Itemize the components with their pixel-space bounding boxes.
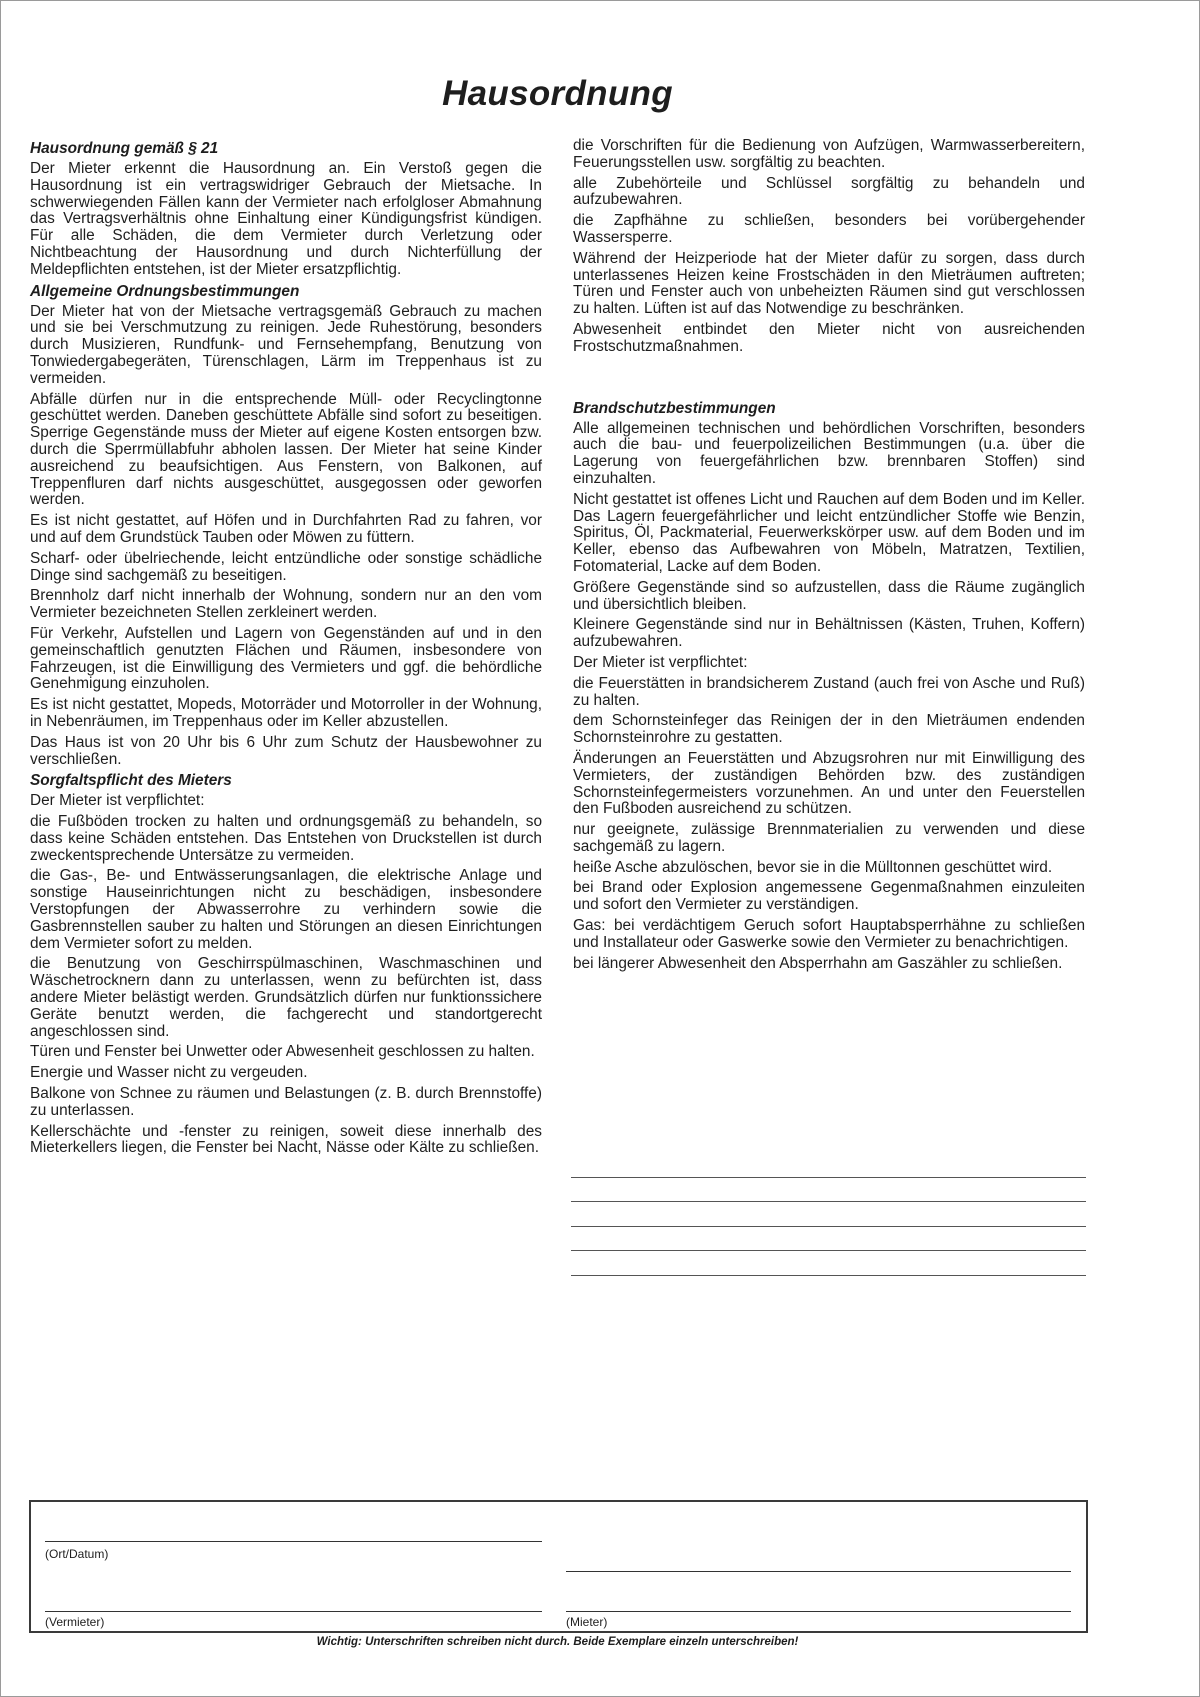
signature-box (29, 1500, 1088, 1633)
writing-line[interactable] (571, 1178, 1086, 1203)
paragraph: Kellerschächte und -fenster zu reinigen, soweit diese innerhalb des Mieterkellers liegen, die Fenster bei Nacht, Nässe oder Kälte zu schließen. (30, 1122, 542, 1157)
paragraph: Abfälle dürfen nur in die entsprechende Müll- oder Recyclingtonne geschüttet werden. Daneben geschüttete Abfälle sind sofort zu beseitigen. Sperrige Gegenstände muss der Mieter auf eigene Kosten entsorgen bzw. durch die Sperrmüllabfuhr abholen lassen. Der Mieter hat seine Kinder ausreichend zu beaufsichtigen. Aus Fenstern, von Balkonen, auf Treppenfluren darf nichts ausgeschüttet, ausgegossen oder geworfen werden. (30, 390, 542, 509)
section-heading-allgemeine-ordnungsbestimmungen: Allgemeine Ordnungsbestimmungen (30, 282, 300, 300)
mieter-signature-line[interactable] (566, 1611, 1071, 1612)
writing-line[interactable] (571, 1202, 1086, 1227)
footer-note: Wichtig: Unterschriften schreiben nicht durch. Beide Exemplare einzeln unterschreiben! (316, 1636, 799, 1648)
paragraph: die Fußböden trocken zu halten und ordnungsgemäß zu behandeln, so dass keine Schäden entstehen. Das Entstehen von Druckstellen ist durch zweckentsprechende Untersätze zu vermeiden. (30, 813, 542, 864)
writing-line[interactable] (571, 1227, 1086, 1252)
paragraph: die Benutzung von Geschirrspülmaschinen, Waschmaschinen und Wäschetrocknern dann zu unterlassen, wenn zu befürchten ist, dass andere Mieter belästigt werden. Grundsätzlich dürfen nur funktionssichere Geräte benutzt werden, die fachgerecht und standortgerecht angeschlossen sind. (30, 955, 542, 1040)
vermieter-signature-line[interactable] (45, 1611, 542, 1612)
paragraph: alle Zubehörteile und Schlüssel sorgfältig zu behandeln und aufzubewahren. (573, 174, 1085, 209)
right-column (573, 138, 1085, 976)
paragraph: Der Mieter ist verpflichtet: (30, 792, 205, 810)
paragraph: Das Haus ist von 20 Uhr bis 6 Uhr zum Schutz der Hausbewohner zu verschließen. (30, 733, 542, 768)
paragraph: die Feuerstätten in brandsicherem Zustand (auch frei von Asche und Ruß) zu halten. (573, 674, 1085, 709)
paragraph: Alle allgemeinen technischen und behördlichen Vorschriften, besonders auch die bau- und feuerpolizeilichen Bestimmungen (u.a. über die Lagerung von feuergefährlichen bzw. brennbaren Stoffen) sind einzuhalten. (573, 419, 1085, 487)
paragraph: heiße Asche abzulöschen, bevor sie in die Mülltonnen geschüttet wird. (573, 858, 1053, 876)
left-column (30, 138, 542, 1161)
ort-datum-label: (Ort/Datum) (45, 1547, 109, 1561)
paragraph: Scharf- oder übelriechende, leicht entzündliche oder sonstige schädliche Dinge sind sachgemäß zu beseitigen. (30, 549, 542, 584)
writing-line[interactable] (571, 1251, 1086, 1276)
paragraph: Nicht gestattet ist offenes Licht und Rauchen auf dem Boden und im Keller. Das Lagern feuergefährlicher und leicht entzündlicher Stoffe wie Benzin, Spiritus, Öl, Packmaterial, Feuerwerkskörper usw. auf dem Boden und im Keller, ebenso das Aufbewahren von Möbeln, Matratzen, Textilien, Fotomaterial, Lacke auf dem Boden. (573, 490, 1085, 575)
paragraph: Energie und Wasser nicht zu vergeuden. (30, 1064, 308, 1082)
paragraph: nur geeignete, zulässige Brennmaterialien zu verwenden und diese sachgemäß zu lagern. (573, 821, 1085, 855)
signature-line-upper-right[interactable] (566, 1571, 1071, 1572)
section-heading-sorgfaltspflicht: Sorgfaltspflicht des Mieters (30, 772, 232, 790)
paragraph: die Gas-, Be- und Entwässerungsanlagen, die elektrische Anlage und sonstige Hauseinrichtungen nicht zu beschädigen, insbesondere Verstopfungen der Abwasserrohre zu verhindern sowie die Gasbrennstellen sauber zu halten und Störungen an diesen Einrichtungen dem Vermieter sofort zu melden. (30, 867, 542, 952)
paragraph: dem Schornsteinfeger das Reinigen der in den Mieträumen endenden Schornsteinrohre zu gestatten. (573, 712, 1085, 747)
paragraph: Änderungen an Feuerstätten und Abzugsrohren nur mit Einwilligung des Vermieters, der zuständigen Behörden bzw. des zuständigen Schornsteinfegermeisters vorzunehmen. An und unter den Feuerstellen den Fußboden ausreichend zu schützen. (573, 749, 1085, 818)
paragraph: die Vorschriften für die Bedienung von Aufzügen, Warmwasserbereitern, Feuerungsstellen usw. sorgfältig zu beachten. (573, 137, 1085, 171)
section-spacer (573, 360, 1085, 398)
paragraph: Der Mieter erkennt die Hausordnung an. Ein Verstoß gegen die Hausordnung ist ein vertragswidriger Gebrauch der Mietsache. In schwerwiegenden Fällen kann der Vermieter nach erfolgloser Abmahnung das Vertragsverhältnis ohne Einhaltung einer Kündigungsfrist kündigen. Für alle Schäden, die dem Vermieter durch Verletzung oder Nichtbeachtung der Hausordnung und durch Nichterfüllung der Meldepflichten entstehen, ist der Mieter ersatzpflichtig. (30, 160, 542, 278)
paragraph: Für Verkehr, Aufstellen und Lagern von Gegenständen auf und in den gemeinschaftlich genutzten Flächen und Räumen, insbesondere von Fahrzeugen, ist die Einwilligung des Vermieters und ggf. die behördliche Genehmigung einzuholen. (30, 624, 542, 693)
section-heading-hausordnung: Hausordnung gemäß § 21 (30, 140, 219, 157)
paragraph: Türen und Fenster bei Unwetter oder Abwesenheit geschlossen zu halten. (30, 1043, 535, 1061)
paragraph: bei Brand oder Explosion angemessene Gegenmaßnahmen einzuleiten und sofort den Vermieter zu verständigen. (573, 879, 1085, 914)
ort-datum-line[interactable] (45, 1541, 542, 1542)
paragraph: bei längerer Abwesenheit den Absperrhahn am Gaszähler zu schließen. (573, 954, 1063, 972)
paragraph: Gas: bei verdächtigem Geruch sofort Hauptabsperrhähne zu schließen und Installateur oder Gaswerke sowie den Vermieter zu benachrichtigen. (573, 917, 1085, 951)
writing-line[interactable] (571, 1153, 1086, 1178)
paragraph: Balkone von Schnee zu räumen und Belastungen (z. B. durch Brennstoffe) zu unterlassen. (30, 1085, 542, 1119)
paragraph: Während der Heizperiode hat der Mieter dafür zu sorgen, dass durch unterlassenes Heizen keine Frostschäden in den Mieträumen auftreten; Türen und Fenster auch von unbeheizten Räumen sind gut verschlossen zu halten. Lüften ist auf das Notwendige zu beschränken. (573, 249, 1085, 318)
paragraph: Brennholz darf nicht innerhalb der Wohnung, sondern nur an den vom Vermieter bezeichneten Stellen zerkleinert werden. (30, 587, 542, 622)
paragraph: Es ist nicht gestattet, auf Höfen und in Durchfahrten Rad zu fahren, vor und auf dem Grundstück Tauben oder Möwen zu füttern. (30, 512, 542, 546)
paragraph: Der Mieter ist verpflichtet: (573, 653, 748, 671)
paragraph: die Zapfhähne zu schließen, besonders bei vorübergehender Wassersperre. (573, 212, 1085, 246)
section-heading-brandschutz: Brandschutzbestimmungen (573, 399, 776, 417)
vermieter-label: (Vermieter) (45, 1615, 105, 1629)
paragraph: Kleinere Gegenstände sind nur in Behältnissen (Kästen, Truhen, Koffern) aufzubewahren. (573, 616, 1085, 651)
page-title: Hausordnung (442, 74, 673, 113)
paragraph: Abwesenheit entbindet den Mieter nicht von ausreichenden Frostschutzmaßnahmen. (573, 320, 1085, 355)
paragraph: Größere Gegenstände sind so aufzustellen, dass die Räume zugänglich und übersichtlich bleiben. (573, 578, 1085, 613)
paragraph: Es ist nicht gestattet, Mopeds, Motorräder und Motorroller in der Wohnung, in Nebenräumen, im Treppenhaus oder im Keller abzustellen. (30, 696, 542, 730)
additional-notes-lines (571, 1153, 1086, 1276)
paragraph: Der Mieter hat von der Mietsache vertragsgemäß Gebrauch zu machen und sie bei Verschmutzung zu reinigen. Jede Ruhestörung, besonders durch Musizieren, Rundfunk- und Fernsehempfang, Benutzung von Tonwiedergabegeräten, Türenschlagen, Lärm im Treppenhaus ist zu vermeiden. (30, 302, 542, 387)
mieter-label: (Mieter) (566, 1615, 608, 1629)
